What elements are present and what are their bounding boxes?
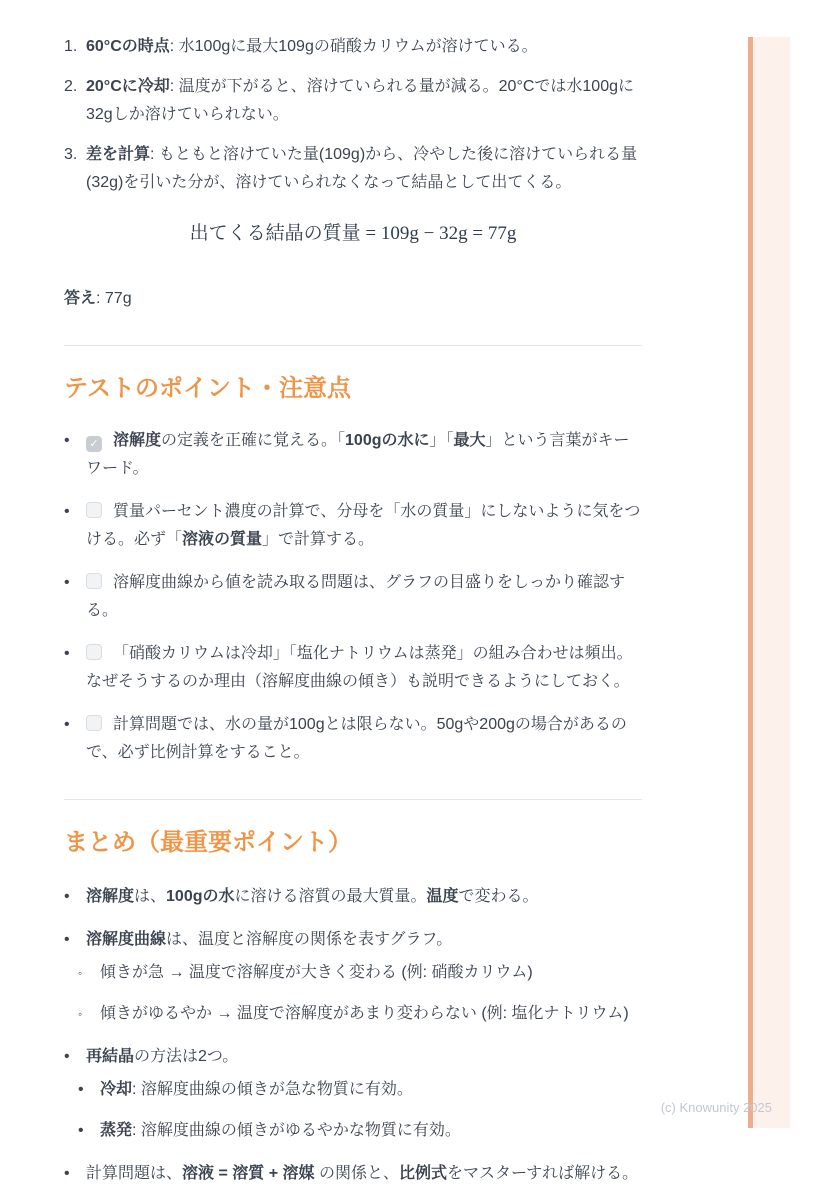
sub-list bbox=[78, 1076, 642, 1145]
checklist-text bbox=[86, 711, 642, 767]
summary-heading: まとめ（最重要ポイント） bbox=[64, 829, 352, 856]
sub-bullet-icon: ◦ bbox=[78, 1007, 83, 1021]
sub-text: 傾きが急 → 温度で溶解度が大きく変わる (例: 硝酸カリウム) bbox=[100, 964, 533, 981]
step-item bbox=[64, 33, 642, 61]
bullet-icon: • bbox=[64, 888, 70, 905]
summary-item bbox=[64, 1043, 642, 1145]
summary-row bbox=[64, 926, 642, 954]
sub-bullet-icon: • bbox=[78, 1081, 84, 1098]
formula: 出てくる結晶の質量 = 109g − 32g = 77g bbox=[189, 223, 517, 244]
answer-text: 答え: 77g bbox=[64, 290, 132, 307]
checklist-text bbox=[86, 569, 642, 625]
sub-list bbox=[78, 959, 642, 1028]
step-item bbox=[64, 141, 642, 197]
summary-text: 計算問題は、溶液 = 溶質 + 溶媒 の関係と、比例式をマスターすれば解ける。 bbox=[86, 1165, 639, 1182]
step-number: 3. bbox=[64, 146, 78, 163]
summary-text: 溶解度は、100gの水に溶ける溶質の最大質量。温度で変わる。 bbox=[86, 888, 539, 905]
checklist-text bbox=[86, 427, 642, 483]
checklist-text bbox=[86, 498, 642, 554]
bullet-icon: • bbox=[64, 432, 70, 449]
step-text: 差を計算: もともと溶けていた量(109g)から、冷やした後に溶けていられる量(32g)を引いた分が、溶けていられなくなって結晶として出てくる。 bbox=[86, 146, 638, 191]
checkbox-checked[interactable]: ✓ bbox=[86, 436, 102, 452]
summary-row bbox=[64, 883, 642, 911]
summary-item bbox=[64, 926, 642, 1028]
bullet-icon: • bbox=[64, 574, 70, 591]
checklist-label: 「硝酸カリウムは冷却」「塩化ナトリウムは蒸発」の組み合わせは頻出。なぜそうするのか理由（溶解度曲線の傾き）も説明できるようにしておく。 bbox=[86, 645, 633, 690]
summary-row bbox=[64, 1160, 642, 1188]
step-number: 2. bbox=[64, 78, 78, 95]
step-text: 20°Cに冷却: 温度が下がると、溶けていられる量が減る。20°Cでは水100gに32gしか溶けていられない。 bbox=[86, 78, 635, 123]
checklist-label: 溶解度の定義を正確に覚える。「100gの水に」「最大」という言葉がキーワード。 bbox=[86, 432, 630, 477]
sub-bullet-icon: • bbox=[78, 1122, 84, 1139]
checkbox[interactable] bbox=[86, 644, 102, 660]
accent-stripe-fill bbox=[753, 37, 790, 1128]
section-divider bbox=[64, 799, 642, 800]
sub-item bbox=[78, 1117, 642, 1145]
bullet-icon: • bbox=[64, 503, 70, 520]
checklist-text bbox=[86, 640, 642, 696]
summary-item bbox=[64, 883, 642, 911]
checklist-item bbox=[64, 569, 642, 625]
step-number: 1. bbox=[64, 38, 78, 55]
sub-bullet-icon: ◦ bbox=[78, 966, 83, 980]
sub-item bbox=[78, 1076, 642, 1104]
checklist-label: 計算問題では、水の量が100gとは限らない。50gや200gの場合があるので、必ず比例計算をすること。 bbox=[86, 716, 627, 761]
summary-text: 再結晶の方法は2つ。 bbox=[86, 1048, 239, 1065]
summary-row bbox=[64, 1043, 642, 1071]
content bbox=[64, 33, 642, 1203]
checkbox[interactable] bbox=[86, 715, 102, 731]
checklist-item bbox=[64, 711, 642, 767]
footer-credit: (c) Knowunity 2025 bbox=[660, 1100, 772, 1115]
sub-item bbox=[78, 1000, 642, 1028]
checklist-label: 溶解度曲線から値を読み取る問題は、グラフの目盛りをしっかり確認する。 bbox=[86, 574, 626, 619]
bullet-icon: • bbox=[64, 1165, 70, 1182]
summary-list bbox=[64, 883, 642, 1188]
bullet-icon: • bbox=[64, 1048, 70, 1065]
checkbox[interactable] bbox=[86, 502, 102, 518]
sub-text: 冷却: 溶解度曲線の傾きが急な物質に有効。 bbox=[100, 1081, 413, 1098]
section-divider bbox=[64, 345, 642, 346]
sub-text: 蒸発: 溶解度曲線の傾きがゆるやかな物質に有効。 bbox=[100, 1122, 461, 1139]
steps-list bbox=[64, 33, 642, 197]
summary-text: 溶解度曲線は、温度と溶解度の関係を表すグラフ。 bbox=[86, 931, 453, 948]
sub-text: 傾きがゆるやか → 温度で溶解度があまり変わらない (例: 塩化ナトリウム) bbox=[100, 1005, 629, 1022]
checkbox[interactable] bbox=[86, 573, 102, 589]
sub-item bbox=[78, 959, 642, 987]
bullet-icon: • bbox=[64, 716, 70, 733]
checklist-label: 質量パーセント濃度の計算で、分母を「水の質量」にしないように気をつける。必ず「溶液の質量」で計算する。 bbox=[86, 503, 641, 548]
step-text: 60°Cの時点: 水100gに最大109gの硝酸カリウムが溶けている。 bbox=[86, 38, 538, 55]
accent-stripe-line bbox=[748, 37, 753, 1128]
points-heading: テストのポイント・注意点 bbox=[64, 375, 352, 402]
checklist bbox=[64, 427, 642, 767]
checklist-item bbox=[64, 640, 642, 696]
checklist-item bbox=[64, 427, 642, 483]
step-item bbox=[64, 73, 642, 129]
bullet-icon: • bbox=[64, 645, 70, 662]
bullet-icon: • bbox=[64, 931, 70, 948]
checklist-item bbox=[64, 498, 642, 554]
summary-item bbox=[64, 1160, 642, 1188]
